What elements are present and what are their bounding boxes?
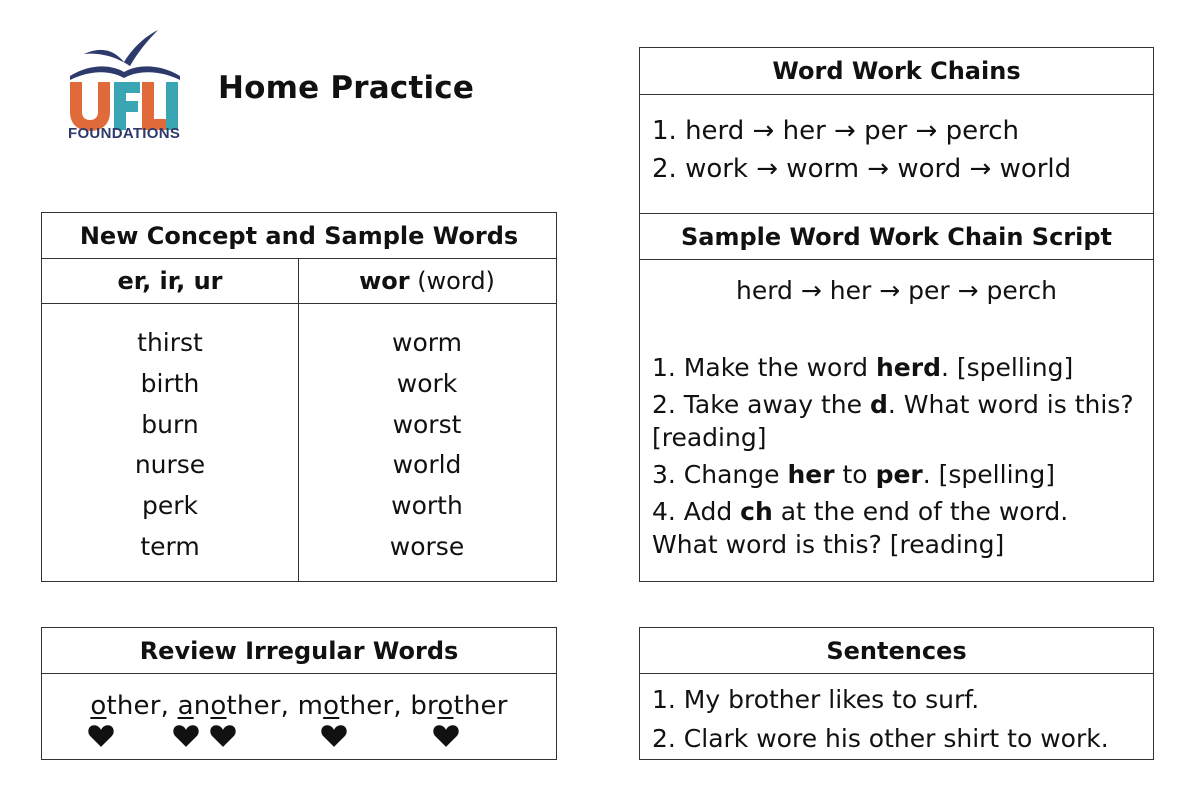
new-concept-table — [41, 212, 557, 582]
page-title: Home Practice — [218, 70, 475, 106]
irregular-word: mother, — [297, 691, 402, 721]
new-concept-title: New Concept and Sample Words — [42, 213, 556, 259]
script-step: 2. Take away the d. What word is this? [reading] — [652, 390, 1134, 452]
script-steps — [652, 351, 1141, 561]
list-item: worm — [392, 328, 462, 357]
list-item: worst — [392, 409, 462, 439]
chain-item: 1. herd → her → per → perch — [652, 116, 1019, 146]
list-item: work — [396, 368, 458, 398]
script-chain: herd → her → per → perch — [735, 276, 1058, 305]
col2-header-bold: wor — [359, 267, 410, 295]
list-item: birth — [140, 368, 200, 398]
ufli-logo — [66, 24, 184, 146]
col1-header: er, ir, ur — [117, 267, 223, 295]
list-item: worse — [389, 531, 465, 561]
sentence-item: 1. My brother likes to surf. — [652, 685, 980, 714]
sentences-title: Sentences — [640, 628, 1153, 674]
heart-icon — [172, 723, 200, 748]
irregular-word: another, — [177, 691, 290, 721]
script-step: 4. Add ch at the end of the word. What word is this? [reading] — [652, 497, 1069, 559]
col1-word-list — [42, 323, 298, 568]
review-irregular-box — [41, 627, 557, 760]
list-item: thirst — [137, 328, 203, 357]
col2-header — [298, 259, 556, 303]
table-divider — [42, 303, 556, 304]
list-item: nurse — [134, 450, 206, 480]
col2-header-rest: (word) — [409, 267, 495, 295]
review-irregular-title: Review Irregular Words — [42, 628, 556, 674]
heart-icon — [320, 723, 348, 748]
script-step: 1. Make the word herd. [spelling] — [652, 353, 1074, 382]
word-work-chains-title: Word Work Chains — [640, 48, 1153, 95]
logo-subtitle: FOUNDATIONS — [68, 125, 181, 142]
list-item: worth — [391, 491, 463, 521]
irregular-word: brother — [410, 691, 508, 721]
heart-icon — [209, 723, 237, 748]
sentences-box — [639, 627, 1154, 760]
sample-script-title: Sample Word Work Chain Script — [640, 214, 1153, 260]
list-item: burn — [141, 409, 199, 439]
list-item: term — [140, 531, 200, 561]
sentence-item: 2. Clark wore his other shirt to work. — [652, 724, 1109, 753]
heart-icon — [432, 723, 460, 748]
chain-list — [652, 116, 1071, 192]
list-item: world — [392, 450, 462, 480]
word-work-box — [639, 47, 1154, 582]
irregular-word-list — [42, 691, 556, 721]
book-icon — [70, 66, 180, 80]
irregular-word: other, — [90, 691, 170, 721]
col2-word-list — [298, 323, 556, 568]
heart-icon — [87, 723, 115, 748]
bird-icon — [84, 30, 158, 66]
script-step: 3. Change her to per. [spelling] — [652, 460, 1055, 489]
chain-item: 2. work → worm → word → world — [652, 154, 1072, 184]
sentence-list — [652, 680, 1109, 758]
list-item: perk — [141, 491, 198, 521]
